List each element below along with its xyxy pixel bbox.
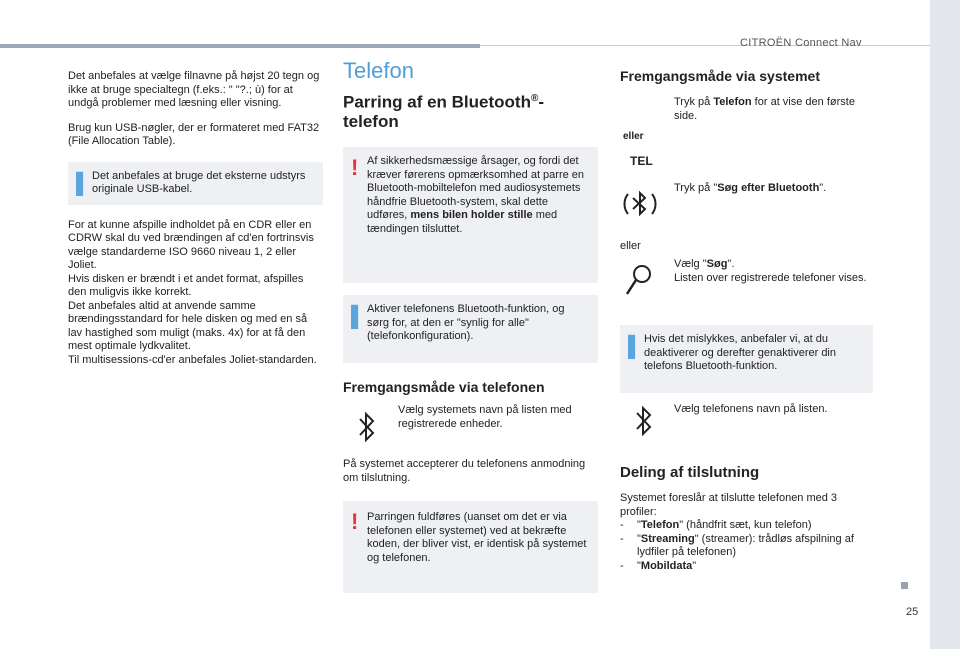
bluetooth-icon (634, 404, 654, 438)
phone-procedure-title: Fremgangsmåde via telefonen (343, 379, 545, 396)
step-text: Tryk på " (674, 182, 718, 194)
profile-desc: " (håndfrit sæt, kun telefon) (679, 519, 812, 531)
phone-accept-text: På systemet accepterer du telefonens anmodning om tilslutning. (343, 458, 586, 484)
warning-icon: ! (351, 155, 359, 181)
bluetooth-icon (357, 410, 377, 444)
info-icon: ▌ (76, 172, 91, 195)
info-icon: ▌ (628, 336, 643, 358)
step-text: ". (819, 182, 827, 194)
info-note-retry (620, 325, 873, 393)
share-title: Deling af tilslutning (620, 464, 760, 481)
info-note-text: Det anbefales at bruge det eksterne udstyrs originale USB-kabel. (92, 169, 306, 195)
pairing-title-text: Parring af en Bluetooth (343, 92, 531, 112)
phone-step-row (343, 404, 598, 454)
section-title: Telefon (343, 58, 414, 83)
profile-name: Telefon (640, 519, 680, 531)
quote: " (637, 519, 641, 531)
info-note-bluetooth (343, 295, 598, 363)
info-note-text: Aktiver telefonens Bluetooth-funktion, og sørg for, at den er "synlig for alle" (telefonkonfiguration). (367, 303, 565, 343)
share-intro: Systemet foreslår at tilslutte telefonen med 3 profiler: (620, 492, 838, 518)
eller-label: eller (623, 131, 644, 142)
step-text: for at vise den første side. (674, 96, 855, 122)
profile-item (620, 533, 870, 560)
paragraph-usb: Brug kun USB-nøgler, der er formateret med FAT32 (File Allocation Table). (68, 121, 320, 147)
step-bold: Søg efter Bluetooth (717, 182, 820, 194)
step-text: Vælg " (674, 258, 707, 270)
profile-name: Mobildata (640, 559, 693, 572)
step-search (674, 258, 869, 285)
column-3 (620, 68, 875, 85)
page-number: 25 (906, 606, 919, 618)
profile-desc: " (streamer): trådløs afspilning af lydfiler på telefonen) (637, 532, 854, 558)
continue-marker (901, 582, 908, 589)
phone-step-text: Vælg systemets navn på listen med registrerede enheder. (398, 404, 572, 430)
step-search-bluetooth (674, 182, 869, 196)
profile-desc: " (692, 559, 697, 572)
warning-text-b: med tændingen tilsluttet. (367, 209, 558, 235)
side-strip (930, 0, 960, 649)
header-bar (0, 44, 480, 48)
system-procedure-title: Fremgangsmåde via systemet (620, 68, 820, 84)
step-telefon (674, 96, 869, 123)
search-icon (624, 262, 654, 298)
tel-label: TEL (630, 154, 653, 168)
dash: - (620, 559, 624, 572)
step-bold: Søg (706, 258, 728, 270)
dash: - (620, 532, 624, 545)
pairing-title-suffix: -telefon (343, 92, 545, 132)
profile-item (620, 560, 870, 574)
profile-list (620, 519, 870, 573)
column-1 (68, 70, 323, 367)
eller-text: eller (620, 240, 641, 252)
profile-item (620, 519, 870, 533)
warning-text-bold: mens bilen holder stille (410, 209, 533, 222)
pairing-title (343, 89, 598, 133)
info-note-text: Hvis det mislykkes, anbefaler vi, at du deaktiverer og derefter genaktiverer din telefons Bluetooth-funktion. (644, 333, 836, 372)
profile-name: Streaming (640, 532, 695, 545)
step-text: Listen over registrerede telefoner vises. (674, 271, 867, 284)
dash: - (620, 519, 624, 531)
warning-note-safety (343, 147, 598, 283)
step-text: Tryk på (674, 96, 714, 108)
step-text: ". (727, 258, 735, 270)
header-title: CITROËN Connect Nav (740, 37, 862, 49)
share-title-wrap (620, 464, 759, 481)
quote: " (637, 559, 641, 572)
warning-text-a: Af sikkerhedsmæssige årsager, og fordi det kræver førerens opmærksomhed at parre en Bluetooth-mobiltelefon med audiosystemets håndfrie Bluetooth-system, skal dette udføres, (367, 155, 585, 222)
header-line (480, 45, 930, 46)
warning-text: Parringen fuldføres (uanset om det er via telefonen eller systemet) ved at bekræfte koden, der bliver vist, er identisk på systemet og telefonen. (367, 511, 587, 564)
warning-icon: ! (351, 509, 359, 535)
quote: " (637, 532, 641, 545)
info-note-usb-cable (68, 162, 323, 205)
column-2 (343, 58, 598, 593)
registered-mark: ® (530, 92, 539, 104)
paragraph-filenames: Det anbefales at vælge filnavne på højst 20 tegn og ikke at bruge specialtegn (f.eks.: " "?.; ù) for at undgå problemer med læsning eller visning. (68, 70, 320, 109)
info-icon: ▌ (351, 306, 366, 329)
warning-note-code (343, 501, 598, 593)
step-select-phone: Vælg telefonens navn på listen. (674, 403, 828, 415)
bluetooth-circle-icon (620, 184, 660, 224)
step-bold: Telefon (713, 96, 752, 108)
paragraph-cd: For at kunne afspille indholdet på en CDR eller en CDRW skal du ved brændingen af cd'en fortrinsvis vælge standarderne ISO 9660 niveau 1, 2 eller Joliet. Hvis disken er brændt i et andet format, afspilles den muligvis ikke korrekt. Det anbefales altid at anvende samme brændingsstandard for hele disken og med en så lav hastighed som muligt (maks. 4x) for at få den mest optimale lydkvalitet. Til multisessions-cd'er anbefales Joliet-standarden. (68, 218, 317, 366)
